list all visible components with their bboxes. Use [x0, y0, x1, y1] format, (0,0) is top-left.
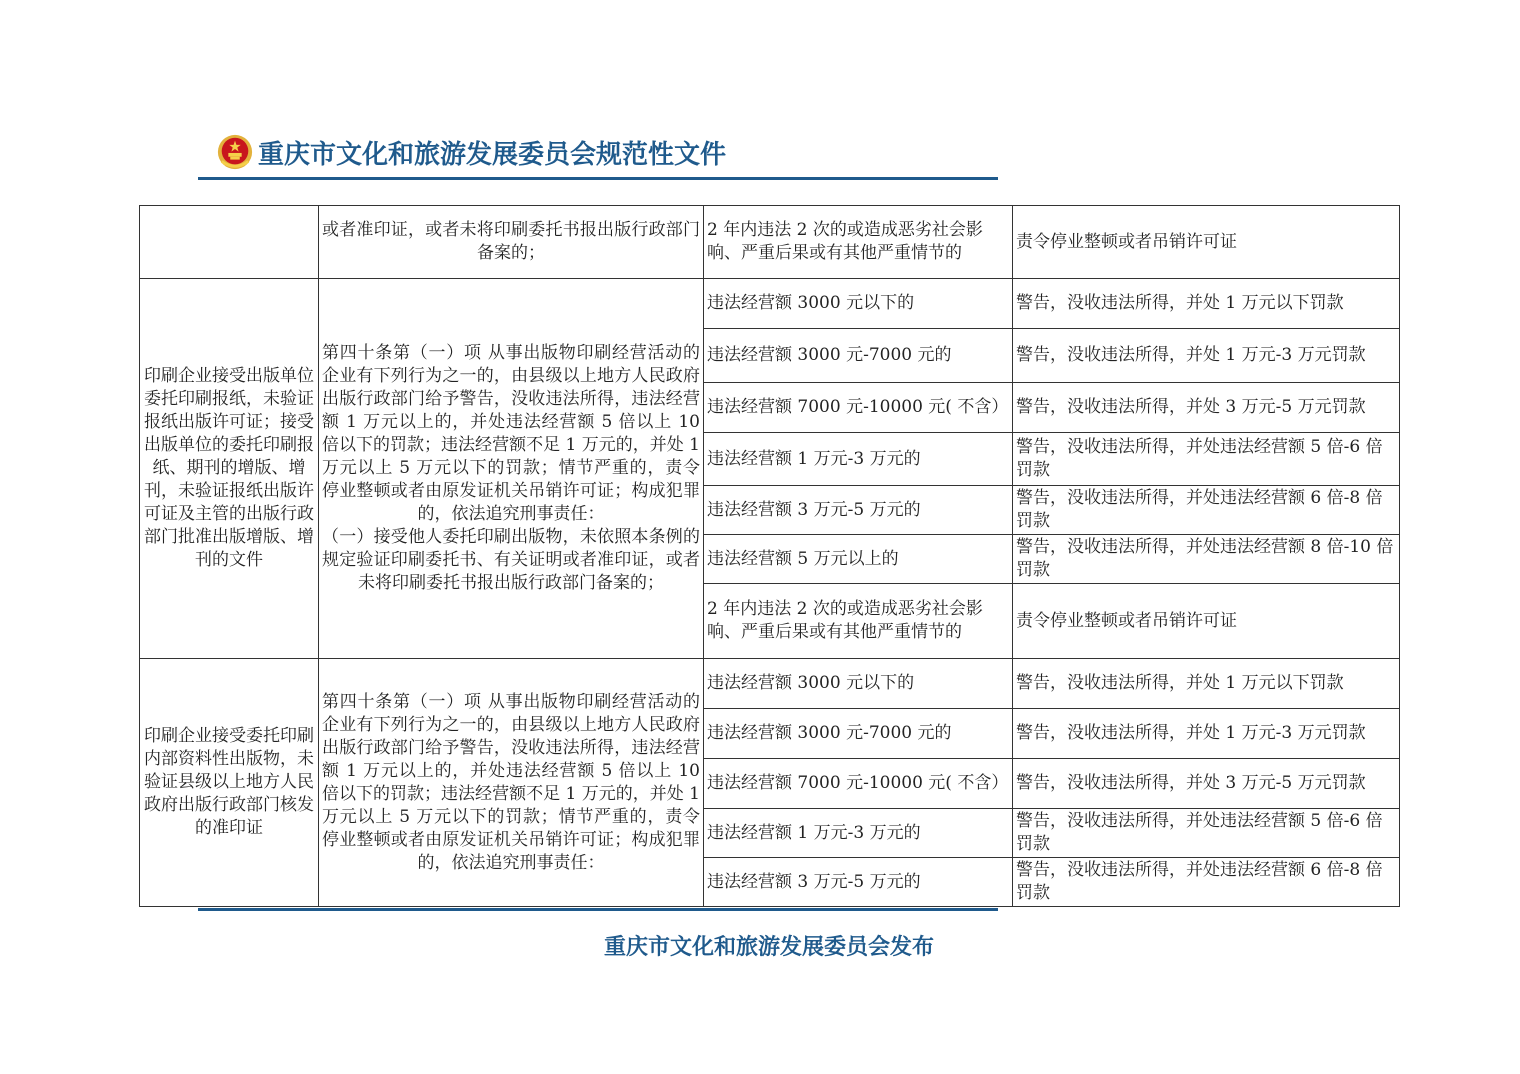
legal-basis-cell: 或者准印证，或者未将印刷委托书报出版行政部门备案的；	[319, 206, 704, 279]
penalty-cell: 警告，没收违法所得，并处 1 万元以下罚款	[1013, 279, 1400, 329]
document-header	[216, 130, 726, 174]
penalty-cell: 责令停业整顿或者吊销许可证	[1013, 584, 1400, 659]
penalty-table	[139, 205, 1400, 907]
circumstance-cell: 违法经营额 3000 元-7000 元的	[704, 329, 1013, 383]
national-emblem-icon	[216, 133, 254, 171]
circumstance-cell: 违法经营额 1 万元-3 万元的	[704, 809, 1013, 858]
penalty-cell: 警告，没收违法所得，并处违法经营额 5 倍-6 倍罚款	[1013, 809, 1400, 858]
penalty-cell: 警告，没收违法所得，并处违法经营额 6 倍-8 倍罚款	[1013, 858, 1400, 907]
table-row	[140, 279, 1400, 329]
violation-type-cell	[140, 206, 319, 279]
document-title: 重庆市文化和旅游发展委员会规范性文件	[258, 139, 727, 170]
circumstance-cell: 违法经营额 3000 元以下的	[704, 659, 1013, 709]
circumstance-cell: 违法经营额 3000 元以下的	[704, 279, 1013, 329]
publisher-footer: 重庆市文化和旅游发展委员会发布	[604, 934, 935, 960]
penalty-cell: 警告，没收违法所得，并处 1 万元以下罚款	[1013, 659, 1400, 709]
circumstance-cell: 2 年内违法 2 次的或造成恶劣社会影响、严重后果或有其他严重情节的	[704, 206, 1013, 279]
penalty-cell: 警告，没收违法所得，并处违法经营额 5 倍-6 倍罚款	[1013, 433, 1400, 486]
penalty-cell: 警告，没收违法所得，并处 3 万元-5 万元罚款	[1013, 383, 1400, 433]
circumstance-cell: 违法经营额 7000 元-10000 元( 不含）	[704, 383, 1013, 433]
legal-basis-cell	[319, 279, 704, 659]
penalty-cell: 警告，没收违法所得，并处 3 万元-5 万元罚款	[1013, 759, 1400, 809]
circumstance-cell: 违法经营额 7000 元-10000 元( 不含）	[704, 759, 1013, 809]
header-rule	[198, 177, 998, 180]
penalty-cell: 责令停业整顿或者吊销许可证	[1013, 206, 1400, 279]
circumstance-cell: 违法经营额 5 万元以上的	[704, 535, 1013, 584]
legal-basis-paragraph: （一）接受他人委托印刷出版物，未依照本条例的规定验证印刷委托书、有关证明或者准印证，或者未将印刷委托书报出版行政部门备案的；	[322, 527, 700, 593]
penalty-cell: 警告，没收违法所得，并处违法经营额 8 倍-10 倍罚款	[1013, 535, 1400, 584]
legal-basis-paragraph: 第四十条第（一）项 从事出版物印刷经营活动的企业有下列行为之一的，由县级以上地方人民政府出版行政部门给予警告，没收违法所得，违法经营额 1 万元以上的，并处违法经营额 5 倍以上 10 倍以下的罚款；违法经营额不足 1 万元的，并处 1 万元以上 5 万元以下的罚款；情节严重的，责令停业整顿或者由原发证机关吊销许可证；构成犯罪的，依法追究刑事责任：	[322, 343, 700, 524]
circumstance-cell: 违法经营额 3 万元-5 万元的	[704, 858, 1013, 907]
footer-rule	[198, 908, 998, 911]
violation-type-cell: 印刷企业接受出版单位委托印刷报纸，未验证报纸出版许可证；接受出版单位的委托印刷报纸、期刊的增版、增刊，未验证报纸出版许可证及主管的出版行政部门批准出版增版、增刊的文件	[140, 279, 319, 659]
table-row	[140, 206, 1400, 279]
circumstance-cell: 违法经营额 3000 元-7000 元的	[704, 709, 1013, 759]
circumstance-cell: 违法经营额 1 万元-3 万元的	[704, 433, 1013, 486]
penalty-cell: 警告，没收违法所得，并处违法经营额 6 倍-8 倍罚款	[1013, 486, 1400, 535]
violation-type-cell: 印刷企业接受委托印刷内部资料性出版物，未验证县级以上地方人民政府出版行政部门核发的准印证	[140, 659, 319, 907]
circumstance-cell: 违法经营额 3 万元-5 万元的	[704, 486, 1013, 535]
circumstance-cell: 2 年内违法 2 次的或造成恶劣社会影响、严重后果或有其他严重情节的	[704, 584, 1013, 659]
legal-basis-paragraph: 第四十条第（一）项 从事出版物印刷经营活动的企业有下列行为之一的，由县级以上地方人民政府出版行政部门给予警告，没收违法所得，违法经营额 1 万元以上的，并处违法经营额 5 倍以上 10 倍以下的罚款；违法经营额不足 1 万元的，并处 1 万元以上 5 万元以下的罚款；情节严重的，责令停业整顿或者由原发证机关吊销许可证；构成犯罪的，依法追究刑事责任：	[322, 691, 700, 873]
penalty-cell: 警告，没收违法所得，并处 1 万元-3 万元罚款	[1013, 329, 1400, 383]
penalty-cell: 警告，没收违法所得，并处 1 万元-3 万元罚款	[1013, 709, 1400, 759]
table-row	[140, 659, 1400, 709]
legal-basis-cell	[319, 659, 704, 907]
